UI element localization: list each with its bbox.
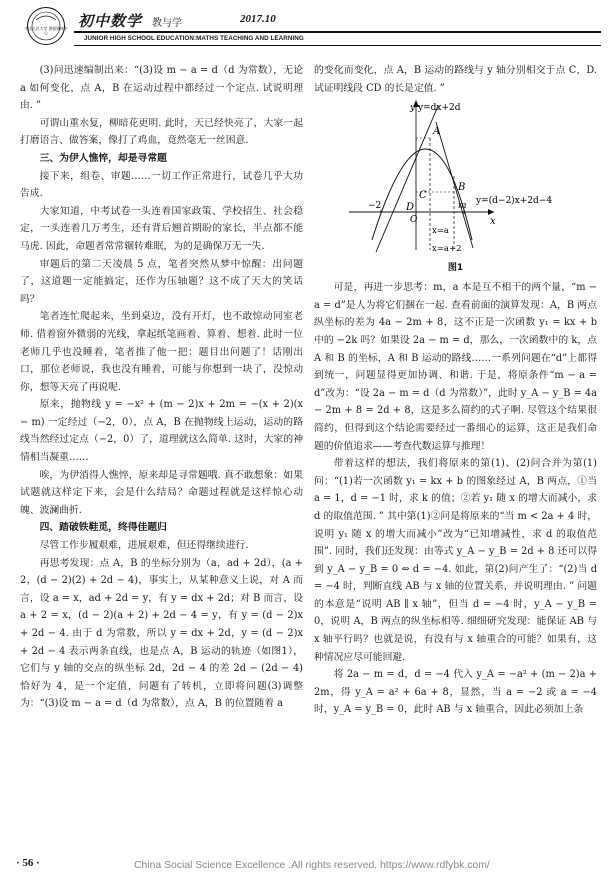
figure-1 <box>314 98 597 278</box>
journal-issue: 2017.10 <box>240 13 276 25</box>
figure-caption: 图1 <box>447 263 464 274</box>
paragraph: 将 2a − m = d，d = −4 代入 y_A = −a² + (m − 2)a + 2m，得 y_A = a² + 6a + 8，显然，当 a = −2 或 a = −4 时，y_A = y_B = 0，此时 AB 与 x 轴重合，因此必须加上条 <box>314 669 597 716</box>
header-rule-bottom <box>74 45 601 46</box>
paragraph: 接下来，组卷、审题……一切工作正常进行，试卷几乎大功告成. <box>20 170 303 200</box>
left-column <box>20 62 303 713</box>
watermark-text: China Social Science Excellence .All rights reserved. https://www.rdfybk.com/ <box>134 860 490 871</box>
label-tick-m: m <box>458 201 467 212</box>
section-heading: 三、为伊人憔悴，却是寻常题 <box>39 152 167 164</box>
label-line-x-a: x=a <box>432 226 449 237</box>
label-line1: y=dx+2d <box>418 103 461 114</box>
paragraph: 带着这样的想法，我们将原来的第(1)、(2)问合并为第(1)问：“(1)若一次函数 y₁ = kx + b 的图象经过 A，B 两点，①当 a = 1，d = −1 时，求 k 的值；②若 y₁ 随 x 的增大而减小，求 d 的取值范围. ” 其中第(1)②问是将原来的“当 m < 2a + 4 时，说明 y₁ 随 x 的增大而减小”改为“已知增减性，求 d 的取值范围”. 同时，我们还发现：由等式 y_A − y_B = 2d + 8 还可以得到 y_A − y_B = 0 ⇔ d = −4. 如此，第(2)问产生了：“(2)当 d = −4 时，判断直线 AB 与 x 轴的位置关系，并说明理由. ” 问题的本意是“说明 AB ∥ x 轴”，但当 d = −4 时，y_A − y_B = 0，说明 A，B 两点的纵坐标相等. 细细研究发现：能保证 AB 与 x 轴平行吗？也就是说，有没有与 x 轴重合的可能？如果有，这种情况应尽可能回避. <box>314 458 597 663</box>
header-rule <box>74 31 601 33</box>
paragraph: 尽管工作步履艰难，进展艰难，但还得继续进行. <box>39 540 249 552</box>
figure-graph <box>314 98 597 258</box>
label-axis-x: x <box>490 216 496 228</box>
label-line2: y=(d−2)x+2d−4 <box>476 196 553 207</box>
label-point-d: D <box>406 202 415 214</box>
page-number: · 56 · <box>16 857 40 869</box>
label-line-x-a2: x=a+2 <box>432 244 462 255</box>
page-header <box>12 4 597 50</box>
journal-title: 初中数学 <box>78 12 143 30</box>
label-origin: O <box>410 215 418 226</box>
label-point-c: C <box>419 190 427 202</box>
paragraph: 可是，再进一步思考：m，a 本是互不相干的两个量，“m − a = d”是人为将它们捆在一起. 查看前面的演算发现：A，B 两点纵坐标的差为 4a − 2m + 8，这不正是一次函数 y₁ = kx + b 中的 −2k 吗？如果设 2a − m = d，那么，一次函数中的 k，点 A 和 B 的坐标，A 和 B 运动的路线……一系列问题在“d”上都得到统一，问题显得更加协调、和谐. 于是，将原条件“m − a = d”改为：“设 2a − m = d（d 为常数）”，此时 y_A − y_B = 4a − 2m + 8 = 2d + 8，这是多么简约的式子啊. 尽管这个结果很简约，但得到这个结论需要经过一番细心的运算，这正是我们命题的价值追求——考查代数运算与推理！ <box>314 282 597 452</box>
paragraph: 大家知道，中考试卷一头连着国家政策、学校招生、社会稳定，一头连着几万考生，还有背后翘首期盼的家长，半点都不能马虎. 因此，命题者常常辗转难眠，为的是确保万无一失. <box>20 205 303 252</box>
label-point-b: B <box>458 182 466 194</box>
paragraph: 笔者连忙爬起来，坐到桌边，没有开灯，也不敢惊动同室老师. 借着窗外微弱的光线，拿起纸笔画着、算着、想着. 此时一位老师几乎也没睡着，笔者推了他一把：题目出问题了！话刚出口，那位老师说，我也没有睡着，可能与你想到一块了，没惊动你，想等天亮了再说呢. <box>20 311 303 393</box>
label-axis-y: y <box>410 103 416 114</box>
paragraph: (3)问迅速编制出来：“(3)设 m − a = d（d 为常数），无论 a 如何变化，点 A，B 在运动过程中都经过一个定点. 试说明理由. ” <box>20 65 303 112</box>
paragraph: 唉，为伊消得人憔悴，原来却是寻常题哦. 真不敢想象：如果试题就这样定下来，会是什么结局？命题过程就是这样惊心动魄、波澜曲折. <box>20 469 303 516</box>
label-point-a: A <box>433 126 441 138</box>
section-heading: 四、踏破铁鞋觅，终得佳题归 <box>39 522 167 534</box>
label-tick-neg2: −2 <box>368 201 382 212</box>
paragraph: 再思考发现：点 A，B 的坐标分别为（a，ad + 2d），(a + 2，(d − 2)(2) + 2d − 4)，事实上，从某种意义上说，对 A 而言，设 a = x，ad + 2d = y，有 y = dx + 2d；对 B 而言，设 a + 2 = x，(d − 2)(a + 2) + 2d − 4 = y，有 y = (d − 2)x + 2d − 4. 由于 d 为常数，所以 y = dx + 2d，y = (d − 2)x + 2d − 4 表示两条直线，也是点 A，B 运动的轨迹（如图1），它们与 y 轴的交点的纵坐标 2d，2d − 4 的差 2d − (2d − 4) 恰好为 4，是一个定值，问题有了转机，立即将问题(3)调整为：“(3)设 m − a = d（d 为常数），点 A，B 的位置随着 a <box>20 557 303 710</box>
x-axis-arrow-icon <box>488 209 494 215</box>
logo-text: 中国人民大学 書報資料中心 <box>24 26 68 36</box>
paragraph: 的变化而变化，点 A，B 运动的路线与 y 轴分别相交于点 C，D. 试证明线段 CD 的长是定值. ” <box>314 65 597 94</box>
paragraph: 原来，抛物线 y = −x² + (m − 2)x + 2m = −(x + 2)(x − m) 一定经过（−2，0），点 A，B 在抛物线上运动，运动的路线当然经过定点（−2，0）了，道理就这么简单. 这时，大家的神情相当凝重…… <box>20 399 303 464</box>
paragraph: 审题后的第二天凌晨 5 点，笔者突然从梦中惊醒：出问题了，这道题一定能搞定，还作为压轴题？这不成了天大的笑话吗？ <box>20 258 303 305</box>
journal-english-title: JUNIOR HIGH SCHOOL EDUCATION:MATHS TEACHING AND LEARNING <box>84 35 304 42</box>
paragraph: 可谓山重水复，柳暗花更明. 此时，天已经快亮了，大家一起打磨语言、做答案，像打了鸡血，竟然毫无一丝困意. <box>20 117 303 147</box>
journal-subtitle: 教与学 <box>152 18 182 29</box>
right-column <box>314 62 597 719</box>
